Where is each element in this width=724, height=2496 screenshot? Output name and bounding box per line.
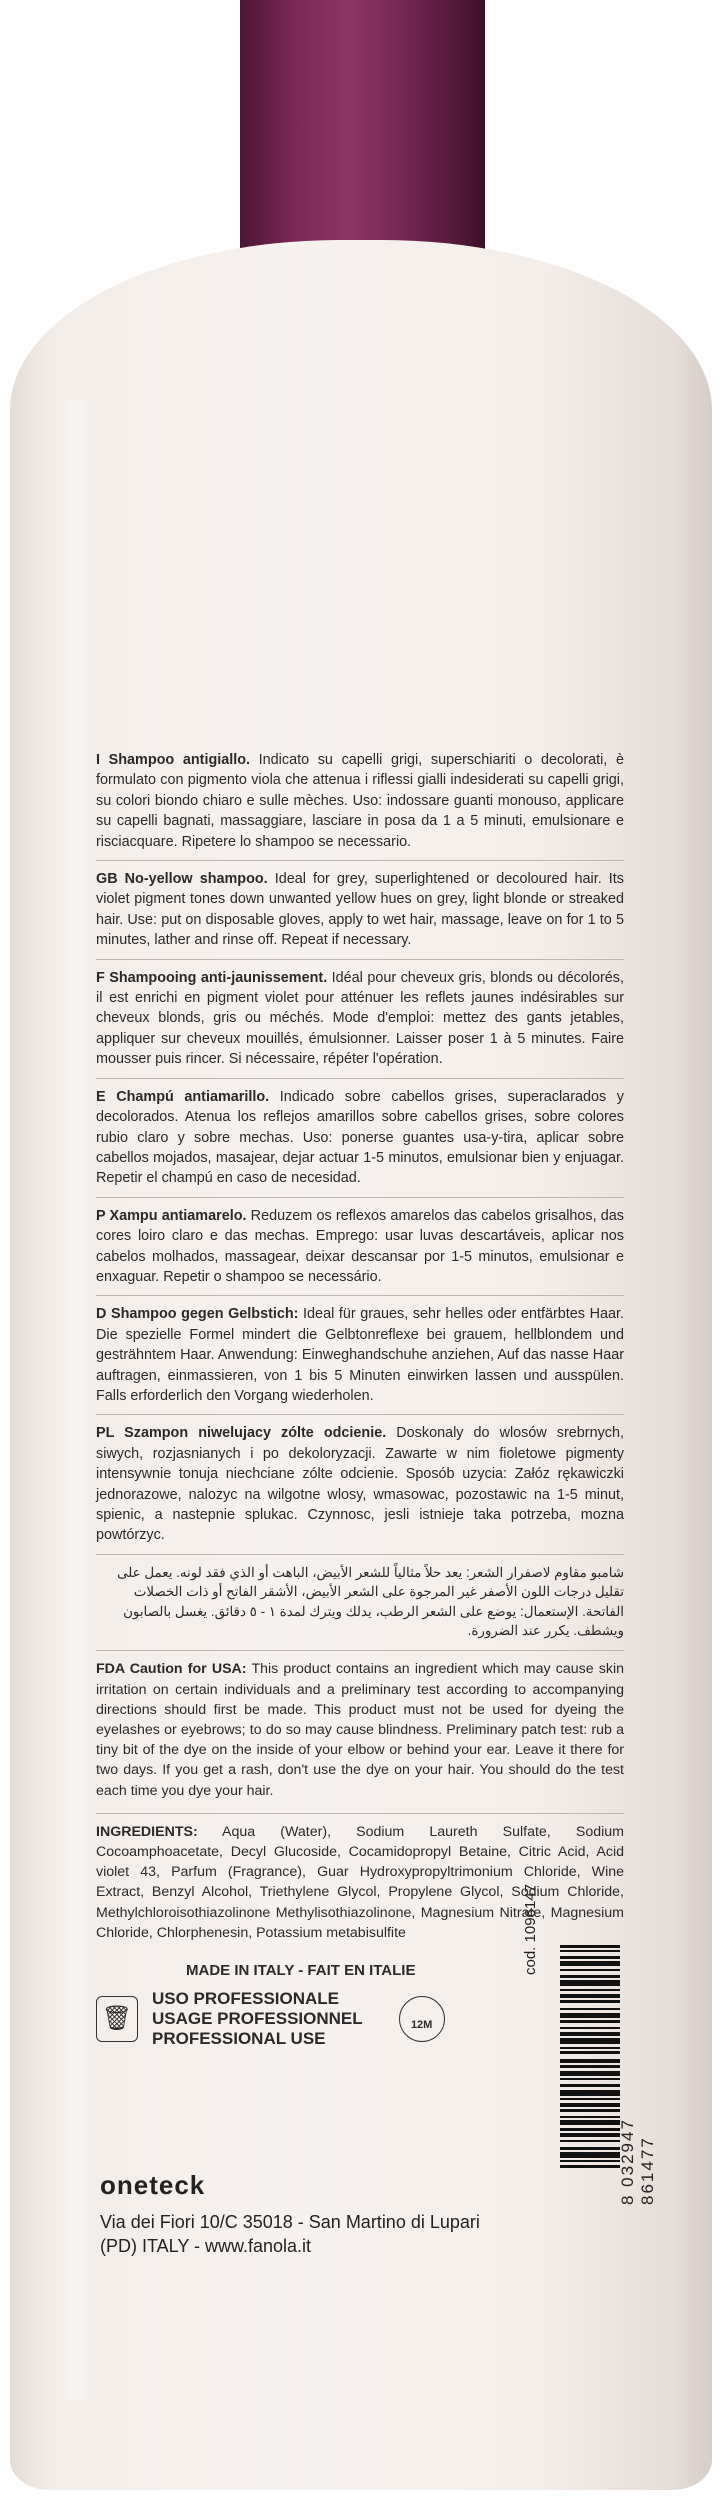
- section-pl: [96, 1423, 624, 1545]
- section-heading: GB No-yellow shampoo.: [96, 871, 268, 888]
- brand-logo: oneteck: [100, 2170, 206, 2200]
- section-heading: E Champú antiamarillo.: [96, 1088, 270, 1105]
- section-heading: PL Szampon niwelujacy zólte odcienie.: [96, 1425, 387, 1442]
- pro-line-fr: USAGE PROFESSIONNEL: [152, 2009, 363, 2029]
- section-text: Doskonaly do wlosów srebrnych, siwych, rozjasnianych i po dekoloryzacji. Zawarte w nim fioletowe pigmenty intensywnie tonuja niechciane zólte odcienie. Sposób uzycia: Załóz rękawiczki jednorazowe, nalozyc na wilgotne wlosy, wmasowac, pozostawic na 1-5 minut, spienic, a nastepnie splukac. Czynnosc, jesli istnieje taka potrzeba, mozna powtórzyc.: [96, 1425, 624, 1544]
- divider: [96, 1554, 624, 1555]
- section-pt: [96, 1206, 624, 1288]
- section-fr: [96, 968, 624, 1070]
- recycle-bin-icon: 🗑: [96, 1996, 138, 2042]
- barcode-number: 8 032947 861477: [618, 2118, 657, 2205]
- divider: [96, 1813, 624, 1814]
- fda-text: This product contains an ingredient which may cause skin irritation on certain individuals and a preliminary test according to accompanying directions should first be made. This product must not be used for dyeing the eyelashes or eyebrows; to do so may cause blindness. Preliminary patch test: rub a tiny bit of the dye on the inside of your elbow or behind your ear. Leave it there for two days. If you get a rash, don't use the dye on your hair. You should do the test each time you dye your hair.: [96, 1661, 624, 1799]
- divider: [96, 1650, 624, 1651]
- made-in: MADE IN ITALY - FAIT EN ITALIE: [186, 1962, 416, 1980]
- section-text: Reduzem os reflexos amarelos das cabelos grisalhos, das cores loiro claro e das mechas. Emprego: usar luvas descartáveis, aplicar nos cabelos molhados, massagear, deixar descansar por 1-5 minutos, emulsionar e enxaguar. Repetir o shampoo se necessário.: [96, 1207, 624, 1285]
- address-line-1: Via dei Fiori 10/C 35018 - San Martino di Lupari: [100, 2212, 480, 2232]
- ingredients: [96, 1822, 624, 1943]
- manufacturer-address: [100, 2210, 480, 2258]
- section-text: Indicado sobre cabellos grises, superaclarados y decolorados. Atenua los reflejos amarillos sobre cabellos grises, sobre colores rubio claro y sobre mechas. Uso: ponerse guantes usa-y-tira, aplicar sobre cabellos mojados, masajear, dejar actuar 1-5 minutos, emulsionar bien y enjuagar. Repetir el champú en caso de necesidad.: [96, 1088, 624, 1187]
- pro-line-en: PROFESSIONAL USE: [152, 2029, 326, 2049]
- section-text: Idéal pour cheveux gris, blonds ou décolorés, il est enrichi en pigment violet pour atténuer les reflets jaunes indésirables sur cheveux blonds, gris ou méchés. Mode d'emploi: mettez des gants jetables, appliquer sur cheveux mouillés, émulsionner. Laisser poser 1 à 5 minutes. Faire mousser puis rincer. Si nécessaire, répéter l'opération.: [96, 969, 625, 1068]
- address-line-2: (PD) ITALY - www.fanola.it: [100, 2236, 312, 2256]
- product-label: [96, 750, 624, 2049]
- fda-caution: [96, 1659, 624, 1800]
- section-gb: [96, 869, 624, 951]
- professional-use-row: [96, 1989, 624, 2049]
- section-heading: I Shampoo antigiallo.: [96, 752, 251, 768]
- ingredients-text: Aqua (Water), Sodium Laureth Sulfate, Sodium Cocoamphoacetate, Decyl Glucoside, Cocamidopropyl Betaine, Citric Acid, Acid violet 43, Parfum (Fragrance), Guar Hydroxypropyltrimonium Chloride, Wine Extract, Benzyl Alcohol, Triethylene Glycol, Propylene Glycol, Sodium Chloride, Methylchloroisothiazolinone Methylisothiazolinone, Magnesium Nitrate, Magnesium Chloride, Chlorphenesin, Potassium metabisulfite: [96, 1823, 624, 1941]
- section-heading: D Shampoo gegen Gelbstich:: [96, 1306, 299, 1323]
- divider: [96, 1197, 624, 1198]
- barcode: [560, 1945, 620, 2205]
- divider: [96, 959, 624, 960]
- section-text: Ideal für graues, sehr helles oder entfärbtes Haar. Die spezielle Formel mindert die Gelbtonreflexe bei grauem, hellblondem und gesträhntem Haar. Anwendung: Einweghandschuhe anziehen, Auf das nasse Haar auftragen, einmassieren, von 1 bis 5 Minuten einwirken lassen und ausspülen. Falls erforderlich den Vorgang wiederholen.: [96, 1306, 624, 1404]
- open-jar-pao-icon: [399, 1996, 445, 2042]
- pao-value: 12M: [410, 2019, 433, 2032]
- bottle-highlight: [60, 400, 90, 2400]
- divider: [96, 1414, 624, 1415]
- section-text: Indicato su capelli grigi, superschiariti o decolorati, è formulato con pigmento viola che attenua i riflessi gialli indesiderati su capelli grigi, su colori biondo chiaro e sulle mèches. Uso: indossare guanti monouso, applicare su capelli bagnati, massaggiare, lasciare in posa da 1 a 5 minuti, emulsionare e risciacquare. Ripetere lo shampoo se necessario.: [96, 752, 624, 850]
- section-heading: F Shampooing anti-jaunissement.: [96, 969, 328, 986]
- section-it: [96, 750, 624, 852]
- fda-heading: FDA Caution for USA:: [96, 1661, 247, 1678]
- product-code: cod. 1096147: [522, 1884, 539, 1975]
- section-de: [96, 1304, 624, 1406]
- divider: [96, 1078, 624, 1079]
- section-heading: P Xampu antiamarelo.: [96, 1207, 247, 1224]
- ingredients-heading: INGREDIENTS:: [96, 1823, 198, 1840]
- section-ar: شامبو مقاوم لاصفرار الشعر: يعد حلاً مثالياً للشعر الأبيض، الباهت أو الذي فقد لونه. يعمل على تقليل درجات اللون الأصفر غير المرجوة على الشعر الأبيض، الأشقر الفاتح أو ذات الخصلات الفاتحة. الإستعمال: يوضع على الشعر الرطب، يدلك ويترك لمدة ١ - ٥ دقائق. يغسل بالصابون ويشطف. يكرر عند الضرورة.: [117, 1564, 624, 1639]
- professional-use: [152, 1989, 363, 2049]
- pro-line-it: USO PROFESSIONALE: [152, 1989, 340, 2009]
- section-es: [96, 1087, 624, 1189]
- section-text: Ideal for grey, superlightened or decoloured hair. Its violet pigment tones down unwanted yellow hues on grey, light blonde or streaked hair. Use: put on disposable gloves, apply to wet hair, massage, leave on for 1 to 5 minutes, lather and rinse off. Repeat if necessary.: [96, 871, 624, 949]
- divider: [96, 860, 624, 861]
- divider: [96, 1295, 624, 1296]
